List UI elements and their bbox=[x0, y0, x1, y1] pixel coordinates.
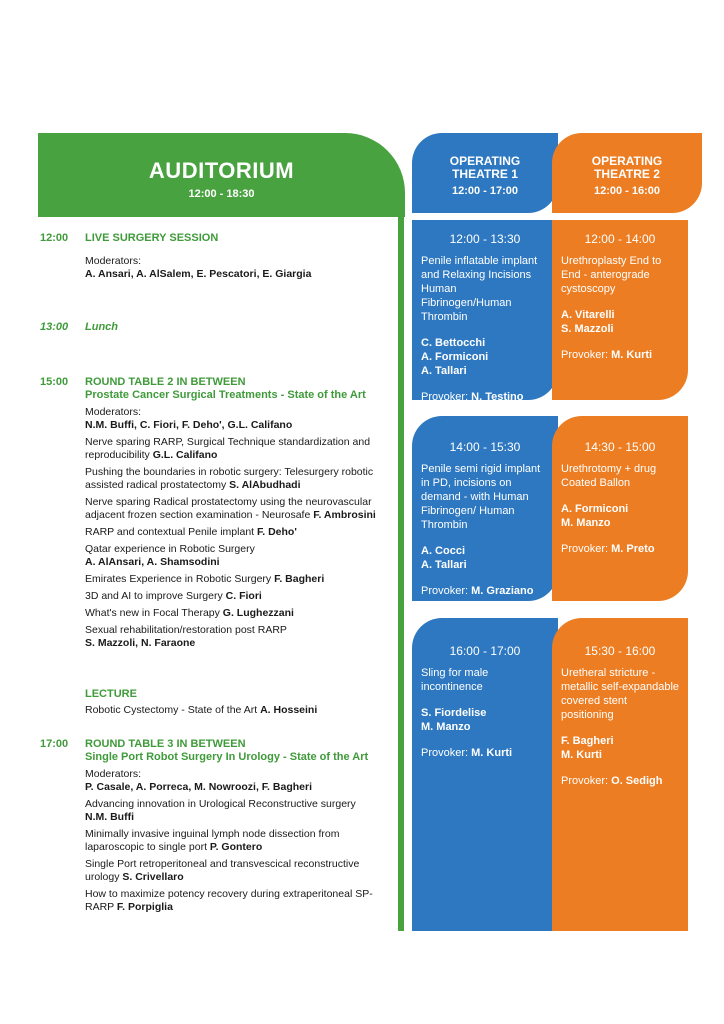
session-title: ROUND TABLE 3 IN BETWEEN bbox=[85, 738, 246, 750]
ot2-slot bbox=[552, 416, 688, 601]
moderators: N.M. Buffi, C. Fiori, F. Deho', G.L. Califano bbox=[85, 419, 293, 431]
auditorium-title: AUDITORIUM bbox=[148, 158, 295, 183]
talk bbox=[85, 888, 390, 914]
talk-title: Sexual rehabilitation/restoration post RARP bbox=[85, 624, 287, 636]
talk-speaker: S. Mazzoli, N. Faraone bbox=[85, 637, 196, 649]
slot-description: Urethrotomy + drug Coated Ballon bbox=[561, 463, 657, 489]
talk-speaker: A. Hosseini bbox=[260, 704, 318, 716]
auditorium-time: 12:00 - 18:30 bbox=[188, 188, 255, 200]
slot-surgeon: A. Tallari bbox=[421, 365, 467, 377]
talk bbox=[85, 607, 390, 620]
talk-title: Robotic Cystectomy - State of the Art bbox=[85, 704, 258, 716]
moderators: A. Ansari, A. AlSalem, E. Pescatori, E. Giargia bbox=[85, 268, 312, 280]
slot-surgeon: S. Fiordelise bbox=[421, 707, 487, 719]
talk-title: Emirates Experience in Robotic Surgery bbox=[85, 573, 272, 585]
moderators-label: Moderators: bbox=[85, 768, 142, 780]
talk-speaker: P. Gontero bbox=[209, 841, 263, 853]
talk-speaker: A. AlAnsari, A. Shamsodini bbox=[85, 556, 220, 568]
slot-surgeon: M. Manzo bbox=[561, 517, 611, 529]
provoker: M. Kurti bbox=[611, 349, 653, 361]
provoker: M. Preto bbox=[611, 543, 655, 555]
slot-description: Uretheral stricture - metallic self-expandable covered stent positioning bbox=[561, 667, 680, 721]
session-time: 13:00 bbox=[40, 321, 69, 333]
slot-time: 14:00 - 15:30 bbox=[449, 440, 521, 454]
moderators-label: Moderators: bbox=[85, 255, 142, 267]
moderators: P. Casale, A. Porreca, M. Nowroozi, F. Bagheri bbox=[85, 781, 312, 793]
slot-surgeon: M. Kurti bbox=[561, 749, 602, 761]
talk-title: Single Port retroperitoneal and transvescical reconstructive urology bbox=[85, 858, 360, 883]
session-lunch bbox=[40, 321, 390, 334]
slot-description: Sling for male incontinence bbox=[421, 667, 489, 693]
session-time: 12:00 bbox=[40, 232, 69, 244]
session-time: 17:00 bbox=[40, 738, 69, 750]
provoker: M. Kurti bbox=[471, 747, 513, 759]
talk bbox=[85, 436, 390, 462]
slot-description: Penile semi rigid implant in PD, incisions on demand - with Human Fibrinogen/ Human Thrombin bbox=[421, 463, 541, 531]
talk-title: RARP and contextual Penile implant bbox=[85, 526, 255, 538]
slot-surgeon: C. Bettocchi bbox=[421, 337, 486, 349]
talk bbox=[85, 590, 390, 603]
slot-surgeon: A. Vitarelli bbox=[561, 309, 615, 321]
talk-title: Minimally invasive inguinal lymph node dissection from laparoscopic to single port bbox=[85, 828, 340, 853]
moderators-label: Moderators: bbox=[85, 406, 142, 418]
talk bbox=[85, 858, 390, 884]
theatre-1-time: 12:00 - 17:00 bbox=[451, 185, 519, 197]
slot-surgeon: F. Bagheri bbox=[561, 735, 614, 747]
slot-time: 12:00 - 13:30 bbox=[449, 232, 521, 246]
talk bbox=[85, 526, 390, 539]
ot1-slot bbox=[412, 416, 558, 601]
provoker: O. Sedigh bbox=[611, 775, 663, 787]
session-time: 15:00 bbox=[40, 376, 69, 388]
provoker-label: Provoker: bbox=[561, 775, 609, 787]
theatre-1-line1: OPERATING bbox=[449, 154, 521, 168]
session-subtitle: Prostate Cancer Surgical Treatments - State of the Art bbox=[85, 389, 366, 401]
provoker-label: Provoker: bbox=[421, 391, 469, 403]
talk-speaker: F. Ambrosini bbox=[313, 509, 376, 521]
provoker-label: Provoker: bbox=[421, 747, 469, 759]
talk-title: Nerve sparing Radical prostatectomy using the neurovascular adjacent frozen section examination - Neurosafe bbox=[85, 496, 372, 521]
talk bbox=[85, 496, 390, 522]
slot-surgeon: A. Tallari bbox=[421, 559, 467, 571]
talk-speaker: S. AlAbudhadi bbox=[229, 479, 301, 491]
talk-speaker: F. Porpiglia bbox=[116, 901, 173, 913]
ot1-slot bbox=[412, 220, 558, 403]
theatre-2-line1: OPERATING bbox=[591, 154, 663, 168]
talk-title: Advancing innovation in Urological Reconstructive surgery bbox=[85, 798, 356, 810]
talk-speaker: C. Fiori bbox=[225, 590, 262, 602]
slot-surgeon: S. Mazzoli bbox=[561, 323, 614, 335]
slot-surgeon: A. Cocci bbox=[421, 545, 466, 557]
talk bbox=[85, 466, 390, 492]
talk-speaker: F. Bagheri bbox=[274, 573, 325, 585]
session-lecture bbox=[40, 688, 390, 717]
talk bbox=[85, 543, 390, 569]
talk-speaker: N.M. Buffi bbox=[85, 811, 134, 823]
slot-time: 12:00 - 14:00 bbox=[584, 232, 656, 246]
talk-title: Nerve sparing RARP, Surgical Technique standardization and reproducibility bbox=[85, 436, 371, 461]
ot2-slot bbox=[552, 220, 688, 400]
theatre-1-header bbox=[412, 133, 558, 213]
provoker-label: Provoker: bbox=[561, 349, 609, 361]
session-title: LIVE SURGERY SESSION bbox=[85, 232, 219, 244]
slot-description: Penile inflatable implant and Relaxing Incisions Human Fibrinogen/Human Thrombin bbox=[421, 255, 538, 323]
provoker-label: Provoker: bbox=[421, 585, 469, 597]
ot2-slot bbox=[552, 618, 688, 931]
talk-title: 3D and AI to improve Surgery bbox=[85, 590, 223, 602]
talk-title: What's new in Focal Therapy bbox=[85, 607, 220, 619]
session-round-table-3 bbox=[40, 738, 390, 914]
slot-time: 15:30 - 16:00 bbox=[584, 644, 656, 658]
talk-speaker: F. Deho' bbox=[257, 526, 297, 538]
slot-time: 16:00 - 17:00 bbox=[449, 644, 521, 658]
auditorium-divider bbox=[398, 205, 404, 931]
talk bbox=[85, 624, 390, 650]
talk bbox=[85, 828, 390, 854]
theatre-2-header bbox=[552, 133, 702, 213]
provoker-label: Provoker: bbox=[561, 543, 609, 555]
provoker: M. Graziano bbox=[471, 585, 534, 597]
talk-title: Qatar experience in Robotic Surgery bbox=[85, 543, 255, 555]
talk-speaker: G.L. Califano bbox=[152, 449, 218, 461]
theatre-2-line2: THEATRE 2 bbox=[594, 167, 660, 181]
theatre-2-time: 12:00 - 16:00 bbox=[593, 185, 661, 197]
session-live bbox=[40, 232, 390, 281]
talk-title: Pushing the boundaries in robotic surgery: Telesurgery robotic assisted radical prostatectomy bbox=[85, 466, 374, 491]
session-title: LECTURE bbox=[85, 688, 137, 700]
talk-title: How to maximize potency recovery during extraperitoneal SP-RARP bbox=[85, 888, 373, 913]
talk bbox=[85, 573, 390, 586]
slot-surgeon: A. Formiconi bbox=[561, 503, 629, 515]
slot-time: 14:30 - 15:00 bbox=[584, 440, 656, 454]
auditorium-header bbox=[38, 133, 405, 217]
theatre-1-line2: THEATRE 1 bbox=[452, 167, 518, 181]
slot-description: Urethroplasty End to End - anterograde cystoscopy bbox=[561, 255, 662, 295]
ot1-slot bbox=[412, 618, 558, 931]
talk-speaker: S. Crivellaro bbox=[122, 871, 184, 883]
slot-surgeon: A. Formiconi bbox=[421, 351, 489, 363]
slot-surgeon: M. Manzo bbox=[421, 721, 471, 733]
session-subtitle: Single Port Robot Surgery In Urology - State of the Art bbox=[85, 751, 369, 763]
talk-speaker: G. Lughezzani bbox=[222, 607, 294, 619]
talk bbox=[85, 798, 390, 824]
session-title: Lunch bbox=[85, 321, 118, 333]
session-round-table-2 bbox=[40, 376, 390, 650]
session-title: ROUND TABLE 2 IN BETWEEN bbox=[85, 376, 246, 388]
provoker: N. Testino bbox=[471, 391, 524, 403]
